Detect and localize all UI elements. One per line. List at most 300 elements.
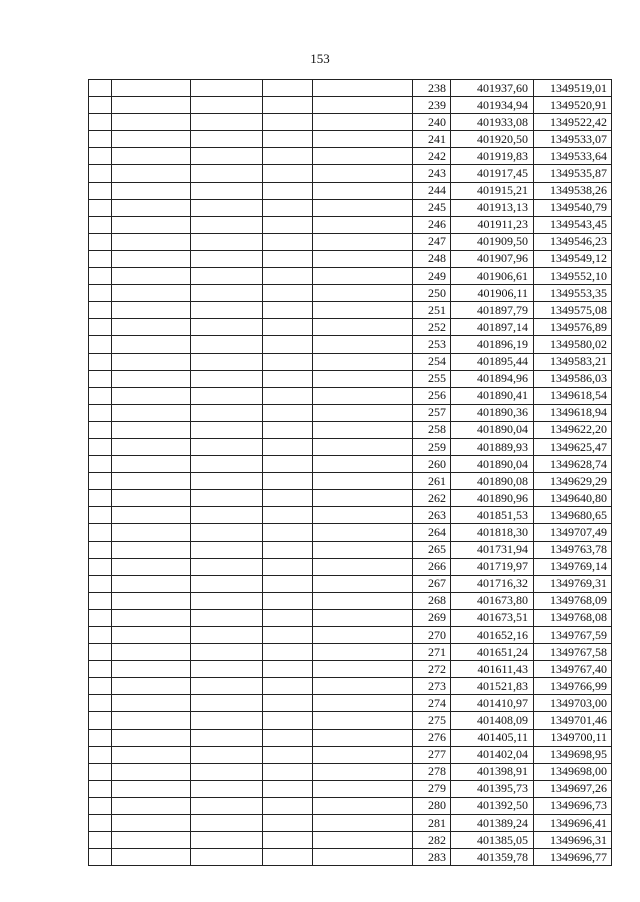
empty-cell <box>112 285 191 302</box>
table-row <box>89 233 612 250</box>
empty-cell <box>89 250 112 267</box>
y-coordinate-cell: 1349540,79 <box>534 199 612 216</box>
empty-cell <box>112 815 191 832</box>
empty-cell <box>89 114 112 131</box>
x-coordinate-cell: 401673,51 <box>451 609 534 626</box>
empty-cell <box>313 285 413 302</box>
coordinates-table <box>88 79 612 866</box>
point-number-cell: 244 <box>413 182 451 199</box>
empty-cell <box>313 490 413 507</box>
x-coordinate-cell: 401395,73 <box>451 780 534 797</box>
empty-cell <box>112 370 191 387</box>
empty-cell <box>89 729 112 746</box>
empty-cell <box>89 268 112 285</box>
point-number-cell: 255 <box>413 370 451 387</box>
x-coordinate-cell: 401521,83 <box>451 678 534 695</box>
empty-cell <box>263 114 313 131</box>
empty-cell <box>191 541 263 558</box>
empty-cell <box>89 849 112 866</box>
point-number-cell: 276 <box>413 729 451 746</box>
table-row <box>89 832 612 849</box>
empty-cell <box>313 165 413 182</box>
y-coordinate-cell: 1349533,07 <box>534 131 612 148</box>
empty-cell <box>191 404 263 421</box>
y-coordinate-cell: 1349698,95 <box>534 746 612 763</box>
y-coordinate-cell: 1349768,08 <box>534 609 612 626</box>
table-row <box>89 627 612 644</box>
x-coordinate-cell: 401933,08 <box>451 114 534 131</box>
y-coordinate-cell: 1349549,12 <box>534 250 612 267</box>
empty-cell <box>89 131 112 148</box>
table-row <box>89 182 612 199</box>
empty-cell <box>89 387 112 404</box>
empty-cell <box>191 456 263 473</box>
point-number-cell: 242 <box>413 148 451 165</box>
table-row <box>89 216 612 233</box>
empty-cell <box>313 438 413 455</box>
point-number-cell: 270 <box>413 627 451 644</box>
y-coordinate-cell: 1349768,09 <box>534 592 612 609</box>
empty-cell <box>191 609 263 626</box>
empty-cell <box>191 80 263 97</box>
table-row <box>89 131 612 148</box>
empty-cell <box>313 370 413 387</box>
x-coordinate-cell: 401917,45 <box>451 165 534 182</box>
point-number-cell: 268 <box>413 592 451 609</box>
empty-cell <box>112 678 191 695</box>
empty-cell <box>112 490 191 507</box>
empty-cell <box>263 815 313 832</box>
y-coordinate-cell: 1349586,03 <box>534 370 612 387</box>
x-coordinate-cell: 401906,61 <box>451 268 534 285</box>
empty-cell <box>313 832 413 849</box>
y-coordinate-cell: 1349767,58 <box>534 644 612 661</box>
empty-cell <box>191 114 263 131</box>
table-row <box>89 729 612 746</box>
x-coordinate-cell: 401673,80 <box>451 592 534 609</box>
empty-cell <box>263 404 313 421</box>
empty-cell <box>263 438 313 455</box>
empty-cell <box>263 712 313 729</box>
empty-cell <box>313 558 413 575</box>
empty-cell <box>89 302 112 319</box>
x-coordinate-cell: 401716,32 <box>451 575 534 592</box>
empty-cell <box>313 148 413 165</box>
point-number-cell: 240 <box>413 114 451 131</box>
y-coordinate-cell: 1349622,20 <box>534 421 612 438</box>
empty-cell <box>89 678 112 695</box>
empty-cell <box>313 849 413 866</box>
empty-cell <box>191 695 263 712</box>
empty-cell <box>89 421 112 438</box>
empty-cell <box>313 712 413 729</box>
empty-cell <box>112 575 191 592</box>
y-coordinate-cell: 1349535,87 <box>534 165 612 182</box>
empty-cell <box>112 541 191 558</box>
empty-cell <box>112 729 191 746</box>
empty-cell <box>89 797 112 814</box>
x-coordinate-cell: 401405,11 <box>451 729 534 746</box>
y-coordinate-cell: 1349618,94 <box>534 404 612 421</box>
empty-cell <box>263 370 313 387</box>
point-number-cell: 246 <box>413 216 451 233</box>
empty-cell <box>313 575 413 592</box>
x-coordinate-cell: 401392,50 <box>451 797 534 814</box>
empty-cell <box>112 319 191 336</box>
empty-cell <box>191 353 263 370</box>
y-coordinate-cell: 1349618,54 <box>534 387 612 404</box>
empty-cell <box>191 746 263 763</box>
empty-cell <box>313 114 413 131</box>
x-coordinate-cell: 401890,04 <box>451 421 534 438</box>
table-row <box>89 148 612 165</box>
y-coordinate-cell: 1349703,00 <box>534 695 612 712</box>
table-row <box>89 97 612 114</box>
table-row <box>89 524 612 541</box>
empty-cell <box>191 421 263 438</box>
empty-cell <box>313 319 413 336</box>
table-row <box>89 695 612 712</box>
x-coordinate-cell: 401611,43 <box>451 661 534 678</box>
point-number-cell: 262 <box>413 490 451 507</box>
point-number-cell: 279 <box>413 780 451 797</box>
empty-cell <box>191 473 263 490</box>
table-row <box>89 438 612 455</box>
empty-cell <box>89 438 112 455</box>
table-row <box>89 165 612 182</box>
y-coordinate-cell: 1349583,21 <box>534 353 612 370</box>
table-row <box>89 114 612 131</box>
empty-cell <box>263 661 313 678</box>
point-number-cell: 239 <box>413 97 451 114</box>
empty-cell <box>191 592 263 609</box>
empty-cell <box>313 507 413 524</box>
x-coordinate-cell: 401408,09 <box>451 712 534 729</box>
empty-cell <box>263 131 313 148</box>
y-coordinate-cell: 1349769,14 <box>534 558 612 575</box>
empty-cell <box>263 302 313 319</box>
x-coordinate-cell: 401410,97 <box>451 695 534 712</box>
point-number-cell: 278 <box>413 763 451 780</box>
empty-cell <box>263 353 313 370</box>
x-coordinate-cell: 401890,96 <box>451 490 534 507</box>
y-coordinate-cell: 1349580,02 <box>534 336 612 353</box>
empty-cell <box>89 370 112 387</box>
table-row <box>89 302 612 319</box>
table-row <box>89 609 612 626</box>
table-row <box>89 370 612 387</box>
empty-cell <box>191 250 263 267</box>
empty-cell <box>263 832 313 849</box>
y-coordinate-cell: 1349769,31 <box>534 575 612 592</box>
point-number-cell: 267 <box>413 575 451 592</box>
empty-cell <box>263 797 313 814</box>
table-row <box>89 644 612 661</box>
table-row <box>89 678 612 695</box>
x-coordinate-cell: 401909,50 <box>451 233 534 250</box>
point-number-cell: 273 <box>413 678 451 695</box>
empty-cell <box>263 644 313 661</box>
point-number-cell: 264 <box>413 524 451 541</box>
empty-cell <box>89 233 112 250</box>
y-coordinate-cell: 1349522,42 <box>534 114 612 131</box>
empty-cell <box>112 763 191 780</box>
empty-cell <box>313 746 413 763</box>
empty-cell <box>89 353 112 370</box>
y-coordinate-cell: 1349625,47 <box>534 438 612 455</box>
empty-cell <box>313 421 413 438</box>
y-coordinate-cell: 1349519,01 <box>534 80 612 97</box>
y-coordinate-cell: 1349763,78 <box>534 541 612 558</box>
point-number-cell: 280 <box>413 797 451 814</box>
x-coordinate-cell: 401731,94 <box>451 541 534 558</box>
y-coordinate-cell: 1349538,26 <box>534 182 612 199</box>
empty-cell <box>112 336 191 353</box>
empty-cell <box>263 285 313 302</box>
empty-cell <box>263 592 313 609</box>
empty-cell <box>313 815 413 832</box>
empty-cell <box>263 763 313 780</box>
empty-cell <box>191 285 263 302</box>
empty-cell <box>313 763 413 780</box>
empty-cell <box>263 80 313 97</box>
y-coordinate-cell: 1349696,41 <box>534 815 612 832</box>
empty-cell <box>313 524 413 541</box>
empty-cell <box>112 746 191 763</box>
empty-cell <box>313 541 413 558</box>
empty-cell <box>89 456 112 473</box>
empty-cell <box>89 644 112 661</box>
empty-cell <box>191 627 263 644</box>
x-coordinate-cell: 401913,13 <box>451 199 534 216</box>
empty-cell <box>263 558 313 575</box>
empty-cell <box>313 233 413 250</box>
empty-cell <box>89 627 112 644</box>
empty-cell <box>263 336 313 353</box>
empty-cell <box>191 797 263 814</box>
x-coordinate-cell: 401915,21 <box>451 182 534 199</box>
empty-cell <box>112 302 191 319</box>
empty-cell <box>112 421 191 438</box>
point-number-cell: 274 <box>413 695 451 712</box>
point-number-cell: 282 <box>413 832 451 849</box>
x-coordinate-cell: 401851,53 <box>451 507 534 524</box>
empty-cell <box>191 490 263 507</box>
empty-cell <box>313 678 413 695</box>
empty-cell <box>191 268 263 285</box>
empty-cell <box>191 763 263 780</box>
y-coordinate-cell: 1349766,99 <box>534 678 612 695</box>
empty-cell <box>191 233 263 250</box>
table-row <box>89 575 612 592</box>
empty-cell <box>191 558 263 575</box>
x-coordinate-cell: 401651,24 <box>451 644 534 661</box>
empty-cell <box>313 644 413 661</box>
empty-cell <box>191 644 263 661</box>
empty-cell <box>112 233 191 250</box>
empty-cell <box>191 678 263 695</box>
table-row <box>89 268 612 285</box>
empty-cell <box>112 114 191 131</box>
y-coordinate-cell: 1349701,46 <box>534 712 612 729</box>
empty-cell <box>112 507 191 524</box>
empty-cell <box>191 97 263 114</box>
empty-cell <box>263 695 313 712</box>
x-coordinate-cell: 401934,94 <box>451 97 534 114</box>
point-number-cell: 238 <box>413 80 451 97</box>
y-coordinate-cell: 1349698,00 <box>534 763 612 780</box>
empty-cell <box>191 131 263 148</box>
empty-cell <box>112 558 191 575</box>
x-coordinate-cell: 401890,41 <box>451 387 534 404</box>
empty-cell <box>263 165 313 182</box>
point-number-cell: 253 <box>413 336 451 353</box>
empty-cell <box>112 456 191 473</box>
empty-cell <box>191 712 263 729</box>
table-row <box>89 199 612 216</box>
empty-cell <box>313 661 413 678</box>
empty-cell <box>89 507 112 524</box>
empty-cell <box>112 832 191 849</box>
empty-cell <box>313 216 413 233</box>
point-number-cell: 260 <box>413 456 451 473</box>
empty-cell <box>263 746 313 763</box>
empty-cell <box>89 199 112 216</box>
empty-cell <box>112 131 191 148</box>
table-row <box>89 763 612 780</box>
empty-cell <box>263 319 313 336</box>
x-coordinate-cell: 401890,04 <box>451 456 534 473</box>
empty-cell <box>112 627 191 644</box>
empty-cell <box>263 199 313 216</box>
empty-cell <box>191 832 263 849</box>
empty-cell <box>313 627 413 644</box>
point-number-cell: 265 <box>413 541 451 558</box>
empty-cell <box>112 592 191 609</box>
point-number-cell: 257 <box>413 404 451 421</box>
empty-cell <box>89 780 112 797</box>
point-number-cell: 283 <box>413 849 451 866</box>
empty-cell <box>89 148 112 165</box>
y-coordinate-cell: 1349696,31 <box>534 832 612 849</box>
empty-cell <box>112 148 191 165</box>
empty-cell <box>191 524 263 541</box>
empty-cell <box>89 319 112 336</box>
empty-cell <box>89 473 112 490</box>
x-coordinate-cell: 401398,91 <box>451 763 534 780</box>
empty-cell <box>313 97 413 114</box>
x-coordinate-cell: 401897,14 <box>451 319 534 336</box>
y-coordinate-cell: 1349543,45 <box>534 216 612 233</box>
empty-cell <box>112 438 191 455</box>
empty-cell <box>112 268 191 285</box>
empty-cell <box>263 575 313 592</box>
table-row <box>89 404 612 421</box>
empty-cell <box>313 609 413 626</box>
point-number-cell: 261 <box>413 473 451 490</box>
empty-cell <box>89 80 112 97</box>
empty-cell <box>313 182 413 199</box>
empty-cell <box>112 712 191 729</box>
empty-cell <box>263 250 313 267</box>
empty-cell <box>89 575 112 592</box>
y-coordinate-cell: 1349640,80 <box>534 490 612 507</box>
table-row <box>89 507 612 524</box>
x-coordinate-cell: 401889,93 <box>451 438 534 455</box>
empty-cell <box>191 849 263 866</box>
empty-cell <box>263 490 313 507</box>
y-coordinate-cell: 1349553,35 <box>534 285 612 302</box>
empty-cell <box>191 216 263 233</box>
empty-cell <box>112 80 191 97</box>
empty-cell <box>191 387 263 404</box>
empty-cell <box>89 216 112 233</box>
point-number-cell: 277 <box>413 746 451 763</box>
x-coordinate-cell: 401890,08 <box>451 473 534 490</box>
table-row <box>89 456 612 473</box>
empty-cell <box>89 404 112 421</box>
y-coordinate-cell: 1349697,26 <box>534 780 612 797</box>
empty-cell <box>191 336 263 353</box>
x-coordinate-cell: 401906,11 <box>451 285 534 302</box>
empty-cell <box>89 712 112 729</box>
empty-cell <box>313 268 413 285</box>
empty-cell <box>313 797 413 814</box>
point-number-cell: 266 <box>413 558 451 575</box>
table-row <box>89 661 612 678</box>
empty-cell <box>263 780 313 797</box>
empty-cell <box>112 524 191 541</box>
table-row <box>89 250 612 267</box>
table-row <box>89 285 612 302</box>
empty-cell <box>112 661 191 678</box>
table-row <box>89 490 612 507</box>
point-number-cell: 258 <box>413 421 451 438</box>
empty-cell <box>263 627 313 644</box>
empty-cell <box>89 97 112 114</box>
table-row <box>89 80 612 97</box>
empty-cell <box>89 490 112 507</box>
point-number-cell: 259 <box>413 438 451 455</box>
x-coordinate-cell: 401896,19 <box>451 336 534 353</box>
empty-cell <box>191 319 263 336</box>
x-coordinate-cell: 401890,36 <box>451 404 534 421</box>
table-row <box>89 387 612 404</box>
table-row <box>89 712 612 729</box>
empty-cell <box>112 780 191 797</box>
point-number-cell: 263 <box>413 507 451 524</box>
y-coordinate-cell: 1349533,64 <box>534 148 612 165</box>
table-row <box>89 336 612 353</box>
table-row <box>89 558 612 575</box>
y-coordinate-cell: 1349700,11 <box>534 729 612 746</box>
y-coordinate-cell: 1349552,10 <box>534 268 612 285</box>
empty-cell <box>191 729 263 746</box>
table-row <box>89 541 612 558</box>
y-coordinate-cell: 1349629,29 <box>534 473 612 490</box>
point-number-cell: 252 <box>413 319 451 336</box>
empty-cell <box>263 849 313 866</box>
point-number-cell: 281 <box>413 815 451 832</box>
page-number: 153 <box>310 51 330 66</box>
y-coordinate-cell: 1349680,65 <box>534 507 612 524</box>
table-row <box>89 815 612 832</box>
empty-cell <box>263 507 313 524</box>
empty-cell <box>89 285 112 302</box>
x-coordinate-cell: 401719,97 <box>451 558 534 575</box>
table-row <box>89 473 612 490</box>
empty-cell <box>313 729 413 746</box>
